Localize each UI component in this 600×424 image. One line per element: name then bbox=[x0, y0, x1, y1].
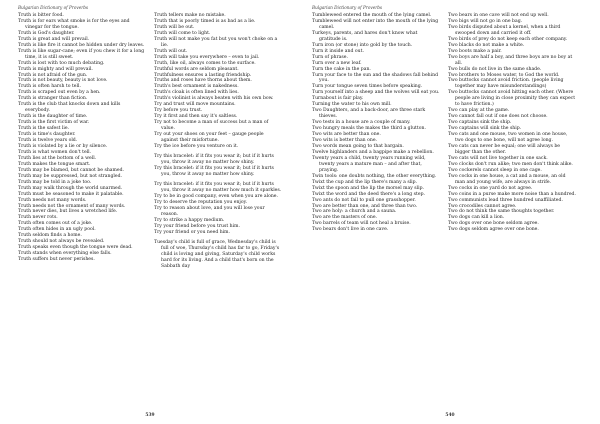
proverb-entry: Truth is for ears what smoke is for the eyes and vinegar for the tongue. bbox=[18, 18, 130, 30]
proverb-entry: Try before you trust. bbox=[154, 108, 203, 114]
proverb-entry: Two hungry meals the makes the third a glutton. bbox=[312, 126, 426, 132]
proverb-entry: Two captains will sink the ship. bbox=[448, 126, 522, 132]
proverb-entry: Two wits are better than one. bbox=[312, 132, 381, 138]
entry-column bbox=[154, 13, 282, 270]
proverb-entry: Truth is violated by a lie or by silence. bbox=[18, 143, 108, 149]
proverb-entry: Truth often hides in an ugly pool. bbox=[18, 227, 96, 233]
proverb-entry: Two wits is better than one. bbox=[312, 138, 378, 144]
column-group bbox=[312, 13, 586, 233]
proverb-entry: Truth is not beauty, beauty is not love. bbox=[18, 78, 108, 84]
proverb-entry: Two birds disputed about a kernel, when a third swooped down and carried it off. bbox=[448, 24, 561, 36]
proverb-entry: Truth must be seasoned to make it palatable. bbox=[18, 191, 124, 197]
proverb-entry: Two bears don't live in one cave. bbox=[312, 227, 389, 233]
page-number: 539 bbox=[145, 413, 155, 418]
proverb-entry: Truth should not always be revealed. bbox=[18, 239, 105, 245]
proverb-entry: Two crocodiles cannot agree. bbox=[448, 203, 517, 209]
proverb-entry: Truth is often harsh to tell. bbox=[18, 84, 81, 90]
proverb-entry: Try to strike a happy medium. bbox=[154, 217, 225, 223]
proverb-entry: Turnabout is fair play. bbox=[312, 96, 364, 102]
proverb-entry: Two dogs can kill a lion. bbox=[448, 215, 505, 221]
proverb-entry: Truth may walk through the world unarmed. bbox=[18, 185, 123, 191]
proverb-entry: Truth is like fire it cannot be hidden under dry leaves. bbox=[18, 42, 145, 48]
proverb-entry: Two dogs seldom agree over one bone. bbox=[448, 227, 539, 233]
proverb-entry: Two cannot fall out if one does not choose. bbox=[448, 114, 548, 120]
proverb-entry: Tumbleweed entered the mouth of the lying camel. bbox=[312, 13, 432, 18]
proverb-entry: Two communists lead three hundred unaffiliated. bbox=[448, 197, 563, 203]
proverb-entry: Try this bracelet: if it fits you wear it; but if it hurts you, throw it away no matter how much it sparkles. bbox=[154, 182, 282, 194]
proverb-entry: Truth, like oil, always comes to the surface. bbox=[154, 60, 256, 66]
proverb-entry: Two tests in a house are a couple of many. bbox=[312, 120, 411, 126]
proverb-entry: Two bigs will not go in one bag. bbox=[448, 18, 523, 24]
proverb-entry: Truth will come to light. bbox=[154, 30, 211, 36]
proverb-entry: Truth is not afraid of the gun. bbox=[18, 72, 88, 78]
proverb-entry: Two boots make a pair. bbox=[448, 48, 502, 54]
proverb-entry: Two cats will not live together in one sack. bbox=[448, 155, 548, 161]
page-number: 540 bbox=[445, 413, 455, 418]
proverb-entry: Truth is time's daughter. bbox=[18, 132, 76, 138]
proverb-entry: Two do not think the same thoughts together. bbox=[448, 209, 555, 215]
proverb-entry: Truth seldom finds a home. bbox=[18, 233, 82, 239]
proverb-entry: Two clocks don't run alike; two men don't think alike. bbox=[448, 161, 573, 167]
proverb-entry: Truth never rots. bbox=[18, 215, 58, 221]
proverb-entry: Truth's violinist is always beaten with his own bow. bbox=[154, 96, 274, 102]
proverb-entry: Two dogs over one bone seldom agree. bbox=[448, 221, 539, 227]
proverb-entry: Truth makes the tongue smart. bbox=[18, 161, 91, 167]
proverb-entry: Truth is bitter food. bbox=[18, 13, 64, 18]
proverb-entry: Turn iron (or stone) into gold by the touch. bbox=[312, 42, 413, 48]
proverb-entry: Two blacks do not make a white. bbox=[448, 42, 525, 48]
proverb-entry: Turn the cake in the pan. bbox=[312, 66, 371, 72]
proverb-entry: Truth is mighty and will prevail. bbox=[18, 66, 93, 72]
proverb-entry: Truth is the first victim of war. bbox=[18, 120, 90, 126]
proverb-entry: Two Daughters, and a back-door, are three stark thieves. bbox=[312, 108, 426, 120]
proverb-entry: Truth may be blamed, but cannot be shamed. bbox=[18, 167, 124, 173]
proverb-entry: Try to be in good company, even when you are alone. bbox=[154, 194, 278, 200]
proverb-entry: Two cats and one mouse, two women in one house, two dogs to one bone, will not agree long. bbox=[448, 132, 568, 144]
proverb-entry: Two brothers to Moses water, to God the world. bbox=[448, 72, 560, 78]
proverb-entry: Truth never dies, but lives a wretched life. bbox=[18, 209, 118, 215]
proverb-entry: Twelve highlanders and a bagpipe make a rebellion. bbox=[312, 149, 434, 155]
proverb-entry: Two buttocks cannot avoid hitting each other. (Where people are living in close proximity they can expect to have friction.) bbox=[448, 90, 576, 108]
proverb-entry: Try and trust will move mountains. bbox=[154, 102, 236, 108]
running-head: Bulgarian Dictionary of Proverbs bbox=[312, 5, 383, 10]
proverb-entry: Try this bracelet: if it fits you wear it; but if it hurts you, throw it away no matter how shiny. bbox=[154, 154, 274, 166]
proverb-entry: Turn your tongue seven times before speaking. bbox=[312, 84, 423, 90]
proverb-entry: Truth often comes out of a joke. bbox=[18, 221, 93, 227]
proverb-entry: Two cockerels cannot sleep in one cage. bbox=[448, 167, 542, 173]
proverb-entry: Twixt the spoon and the lip the morsel may slip. bbox=[312, 185, 425, 191]
proverb-entry: Truth speaks even though the tongue were dead. bbox=[18, 245, 133, 251]
proverb-entry: Try it first and then say it's saltless. bbox=[154, 114, 238, 120]
proverb-entry: Twenty years a child, twenty years running wild, twenty years a mature man – and after that, praying. bbox=[312, 155, 426, 173]
proverb-entry: Turn your face to the sun and the shadows fall behind you. bbox=[312, 72, 439, 84]
proverb-entry: Truth may be suppressed, but not strangled. bbox=[18, 173, 123, 179]
proverb-entry: Two bears in one cave will not end up well. bbox=[448, 13, 549, 18]
proverb-entry: Truth lies at the bottom of a well. bbox=[18, 155, 97, 161]
proverb-entry: Truth may be told in a joke too. bbox=[18, 179, 92, 185]
proverb-entry: Truthful words are seldom pleasant. bbox=[154, 66, 239, 72]
proverb-entry: Two ants do not fail to pull one grasshopper. bbox=[312, 197, 416, 203]
proverb-entry: Two buttocks cannot avoid friction. (people living together may have misunderstandings) bbox=[448, 78, 564, 90]
proverb-entry: Two captains sink the ship. bbox=[448, 120, 512, 126]
proverb-entry: Truth needs not the ornament of many words. bbox=[18, 203, 126, 209]
proverb-entry: Turkeys, parents, and hares don't know what gratitude is. bbox=[312, 30, 418, 42]
proverb-entry: Two coins in a purse make more noise than a hundred. bbox=[448, 191, 576, 197]
proverb-entry: Two birds of prey do not keep each other company. bbox=[448, 36, 568, 42]
proverb-entry: Truth is lost with too much debating. bbox=[18, 60, 105, 66]
proverb-entry: Turning the water to his own mill. bbox=[312, 102, 392, 108]
proverb-entry: Truthfulness ensures a lasting friendship. bbox=[154, 72, 252, 78]
proverb-entry: Truth will take you everywhere – even to jail. bbox=[154, 54, 260, 60]
proverb-entry: Truth is God's daughter. bbox=[18, 30, 75, 36]
proverb-entry: Two are the masters of one. bbox=[312, 215, 378, 221]
proverb-entry: Try to deserve the reputation you enjoy. bbox=[154, 199, 248, 205]
proverb-entry: Try this bracelet: if it fits you wear it; but if it hurts you, throw it away no matter how shiny. bbox=[154, 166, 274, 177]
proverb-entry: Try your friend or you need him. bbox=[154, 229, 230, 235]
proverb-entry: Truth will be out. bbox=[154, 24, 195, 30]
proverb-entry: Truths and roses have thorns about them. bbox=[154, 78, 252, 84]
proverb-entry: Truth tellers make no mistake. bbox=[154, 13, 226, 18]
proverb-entry: Truth is scraped out even by a hen. bbox=[18, 90, 101, 96]
proverb-entry: Two boys are half a boy, and three boys are no boy at all. bbox=[448, 54, 573, 66]
proverb-entry: Two are holy: a church and a sauna. bbox=[312, 209, 397, 215]
entry-column bbox=[448, 13, 576, 233]
entry-column bbox=[18, 13, 146, 270]
proverb-entry: Truth is great and will prevail. bbox=[18, 36, 90, 42]
right-page bbox=[300, 0, 600, 424]
proverb-entry: Try not to become a man of success but a man of value. bbox=[154, 120, 269, 132]
proverb-entry: Truth is like sugar-cane; even if you chew it for a long time, it is still sweet. bbox=[18, 48, 145, 60]
proverb-entry: Truth is twelve years old. bbox=[18, 138, 78, 144]
proverb-entry: Twixt the cup and the lip there's many a slip. bbox=[312, 179, 418, 185]
proverb-entry: Two barrels of team will not heal a bruise. bbox=[312, 221, 411, 227]
proverb-entry: Try to reason about love, and you will lose your reason. bbox=[154, 205, 265, 217]
proverb-entry: Truth is stranger than fiction. bbox=[18, 96, 88, 102]
running-head: Bulgarian Dictionary of Proverbs bbox=[18, 5, 89, 10]
proverb-entry: Two cocks in one house, a cat and a mouse, an old man and young wife, are always in strife. bbox=[448, 173, 566, 185]
proverb-entry: Turn yourself into a sheep and the wolves will eat you. bbox=[312, 90, 440, 96]
proverb-entry: Truth is the safest lie. bbox=[18, 126, 70, 132]
proverb-entry: Truth will not make you fat but you won't choke on a lie. bbox=[154, 36, 278, 48]
entry-column bbox=[312, 13, 440, 233]
proverb-entry: Truth stands when everything else falls. bbox=[18, 251, 112, 257]
proverb-entry: Twixt the word and the deed there's a long step. bbox=[312, 191, 425, 197]
proverb-entry: Two cats can never be equal; one will always be bigger than the other. bbox=[448, 143, 561, 155]
proverb-entry: Two cocks in one yard do not agree. bbox=[448, 185, 533, 191]
proverb-entry: Truth's cloak is often lined with lies. bbox=[154, 90, 239, 96]
column-group bbox=[18, 13, 292, 270]
proverb-entry: Two bulls do not live in the same shade. bbox=[448, 66, 542, 72]
proverb-entry: Truth's best ornament is nakedness. bbox=[154, 84, 239, 90]
proverb-entry: Truth needs not many words. bbox=[18, 197, 87, 203]
proverb-entry: Two are better than one, and three than two. bbox=[312, 203, 418, 209]
proverb-entry: Two words mean going to that bargain. bbox=[312, 143, 404, 149]
proverb-entry: Turn over a new leaf. bbox=[312, 60, 362, 66]
proverb-entry: Truth will out. bbox=[154, 48, 188, 54]
proverb-entry: Truth is the daughter of time. bbox=[18, 114, 88, 120]
proverb-entry: Try the ice before you venture on it. bbox=[154, 143, 239, 149]
proverb-entry: Truth is what women don't tell. bbox=[18, 149, 92, 155]
proverb-entry: Try your friend before you trust him. bbox=[154, 223, 240, 229]
proverb-entry: Turn it inside and out. bbox=[312, 48, 364, 54]
proverb-entry: Two can play at the game. bbox=[448, 108, 510, 114]
proverb-entry: Truth that is poorly timed is as bad as a lie. bbox=[154, 18, 256, 24]
proverb-entry: Tumbleweed will not enter into the mouth of the lying camel. bbox=[312, 18, 439, 30]
proverb-entry: Turn of phrase. bbox=[312, 54, 348, 60]
proverb-entry: Truth is the club that knocks down and kills everybody. bbox=[18, 102, 121, 114]
proverb-entry: Try out your shoes on your feet – gauge people against their misfortune. bbox=[154, 132, 264, 144]
proverb-entry: Tuesday's child is full of grace, Wednesday's child is full of woe, Thursday's child has far to go, Friday's child is loving and giving, Saturday's child works hard for its living. And a child that's born on the Sabbath day bbox=[154, 239, 280, 269]
proverb-entry: Twin tools: one doubts nothing, the other everything. bbox=[312, 173, 437, 179]
proverb-entry: Truth suffers but never perishes. bbox=[18, 257, 95, 263]
